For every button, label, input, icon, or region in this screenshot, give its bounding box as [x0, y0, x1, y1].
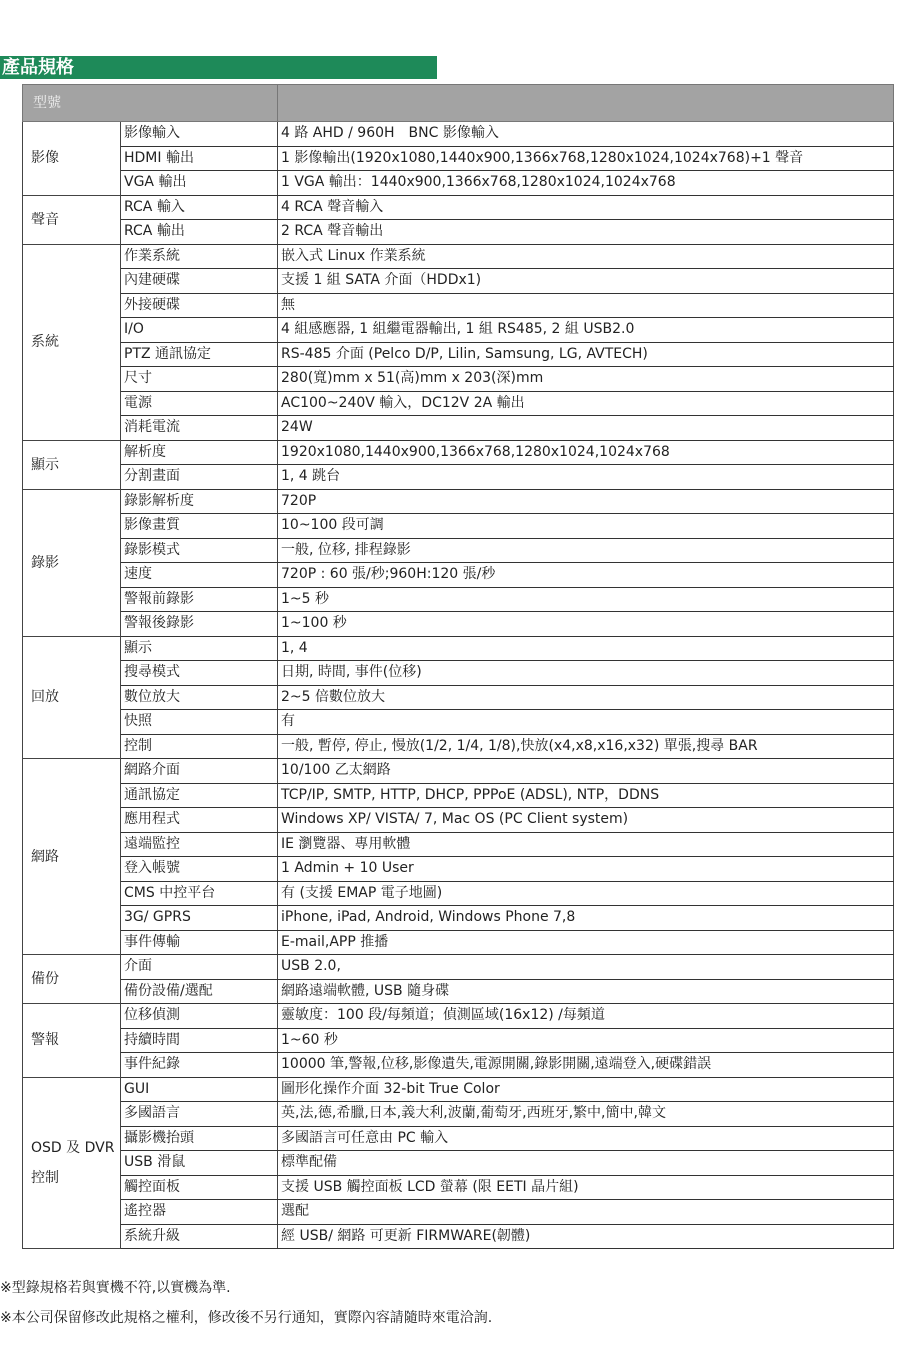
spec-value: 1~60 秒	[278, 1028, 894, 1053]
spec-group-name: 備份	[23, 955, 121, 1004]
spec-value: 多國語言可任意由 PC 輸入	[278, 1126, 894, 1151]
model-value	[278, 85, 894, 122]
spec-row	[23, 612, 894, 637]
spec-value: iPhone, iPad, Android, Windows Phone 7,8	[278, 906, 894, 931]
spec-label: RCA 輸入	[121, 195, 278, 220]
spec-value: 日期, 時間, 事件(位移)	[278, 661, 894, 686]
spec-label: 內建硬碟	[121, 269, 278, 294]
spec-label: CMS 中控平台	[121, 881, 278, 906]
footnotes	[0, 1278, 492, 1338]
spec-value: 標準配備	[278, 1151, 894, 1176]
spec-value: TCP/IP, SMTP, HTTP, DHCP, PPPoE (ADSL), NTP，DDNS	[278, 783, 894, 808]
spec-row	[23, 759, 894, 784]
spec-label: 事件傳輸	[121, 930, 278, 955]
spec-value: 嵌入式 Linux 作業系統	[278, 244, 894, 269]
spec-label: 介面	[121, 955, 278, 980]
spec-row	[23, 587, 894, 612]
spec-row	[23, 538, 894, 563]
spec-label: 備份設備/選配	[121, 979, 278, 1004]
spec-label: 警報後錄影	[121, 612, 278, 637]
spec-value: 720P	[278, 489, 894, 514]
spec-row	[23, 416, 894, 441]
spec-value: 4 RCA 聲音輸入	[278, 195, 894, 220]
spec-value: RS-485 介面 (Pelco D/P, Lilin, Samsung, LG, AVTECH)	[278, 342, 894, 367]
spec-label: GUI	[121, 1077, 278, 1102]
spec-group-name: 回放	[23, 636, 121, 759]
spec-row	[23, 440, 894, 465]
spec-row	[23, 857, 894, 882]
spec-row	[23, 146, 894, 171]
spec-label: 快照	[121, 710, 278, 735]
spec-label: I/O	[121, 318, 278, 343]
spec-label: 搜尋模式	[121, 661, 278, 686]
spec-label: 遠端監控	[121, 832, 278, 857]
spec-row	[23, 808, 894, 833]
spec-value: 一般, 位移, 排程錄影	[278, 538, 894, 563]
spec-label: 系統升級	[121, 1224, 278, 1249]
spec-label: 速度	[121, 563, 278, 588]
spec-value: 1, 4	[278, 636, 894, 661]
spec-row	[23, 1102, 894, 1127]
spec-group-name: 聲音	[23, 195, 121, 244]
spec-value: 圖形化操作介面 32-bit True Color	[278, 1077, 894, 1102]
spec-value: 10000 筆,警報,位移,影像遺失,電源開關,錄影開關,遠端登入,硬碟錯誤	[278, 1053, 894, 1078]
spec-label: 登入帳號	[121, 857, 278, 882]
spec-value: 4 組感應器, 1 組繼電器輸出, 1 組 RS485, 2 組 USB2.0	[278, 318, 894, 343]
spec-row	[23, 979, 894, 1004]
spec-label: 觸控面板	[121, 1175, 278, 1200]
spec-value: 2 RCA 聲音輸出	[278, 220, 894, 245]
spec-value: 1~100 秒	[278, 612, 894, 637]
spec-value: 選配	[278, 1200, 894, 1225]
spec-value: 1 Admin + 10 User	[278, 857, 894, 882]
spec-value: 10/100 乙太網路	[278, 759, 894, 784]
spec-label: 解析度	[121, 440, 278, 465]
spec-row	[23, 710, 894, 735]
spec-label: 3G/ GPRS	[121, 906, 278, 931]
spec-row	[23, 171, 894, 196]
spec-row	[23, 906, 894, 931]
section-title: 產品規格	[0, 56, 437, 79]
spec-row	[23, 318, 894, 343]
spec-row	[23, 563, 894, 588]
spec-value: 1 VGA 輸出：1440x900,1366x768,1280x1024,1024x768	[278, 171, 894, 196]
spec-value: AC100~240V 輸入，DC12V 2A 輸出	[278, 391, 894, 416]
spec-row	[23, 122, 894, 147]
spec-label: HDMI 輸出	[121, 146, 278, 171]
spec-label: 數位放大	[121, 685, 278, 710]
spec-value: Windows XP/ VISTA/ 7, Mac OS (PC Client system)	[278, 808, 894, 833]
spec-label: 位移偵測	[121, 1004, 278, 1029]
spec-group-name: OSD 及 DVR 控制	[23, 1077, 121, 1249]
spec-label: RCA 輸出	[121, 220, 278, 245]
spec-value: 靈敏度：100 段/每頻道；偵測區域(16x12) /每頻道	[278, 1004, 894, 1029]
spec-value: 有	[278, 710, 894, 735]
spec-label: 錄影解析度	[121, 489, 278, 514]
spec-value: 有 (支援 EMAP 電子地圖)	[278, 881, 894, 906]
spec-label: VGA 輸出	[121, 171, 278, 196]
spec-label: 持續時間	[121, 1028, 278, 1053]
spec-row	[23, 514, 894, 539]
spec-row	[23, 783, 894, 808]
spec-row	[23, 930, 894, 955]
footnote-2: ※本公司保留修改此規格之權利，修改後不另行通知，實際內容請隨時來電洽詢.	[0, 1310, 493, 1326]
spec-row	[23, 195, 894, 220]
spec-group-name: 網路	[23, 759, 121, 955]
spec-value: 英,法,德,希臘,日本,義大利,波蘭,葡萄牙,西班牙,繁中,簡中,韓文	[278, 1102, 894, 1127]
spec-value: 2~5 倍數位放大	[278, 685, 894, 710]
spec-label: PTZ 通訊協定	[121, 342, 278, 367]
spec-value: 1 影像輸出(1920x1080,1440x900,1366x768,1280x1024,1024x768)+1 聲音	[278, 146, 894, 171]
spec-table	[22, 84, 894, 1249]
spec-row	[23, 955, 894, 980]
spec-value: USB 2.0,	[278, 955, 894, 980]
spec-row	[23, 465, 894, 490]
spec-value: 1, 4 跳台	[278, 465, 894, 490]
spec-row	[23, 1224, 894, 1249]
spec-label: 影像輸入	[121, 122, 278, 147]
model-label: 型號	[23, 85, 278, 122]
spec-row	[23, 1077, 894, 1102]
spec-row	[23, 1028, 894, 1053]
spec-value: 24W	[278, 416, 894, 441]
spec-label: 控制	[121, 734, 278, 759]
footnote-1: ※型錄規格若與實機不符,以實機為準.	[0, 1280, 231, 1296]
spec-value: 720P : 60 張/秒;960H:120 張/秒	[278, 563, 894, 588]
spec-row	[23, 342, 894, 367]
spec-row	[23, 1053, 894, 1078]
spec-label: 錄影模式	[121, 538, 278, 563]
spec-value: 網路遠端軟體, USB 隨身碟	[278, 979, 894, 1004]
spec-group-name: 影像	[23, 122, 121, 196]
spec-value: 一般, 暫停, 停止, 慢放(1/2, 1/4, 1/8),快放(x4,x8,x16,x32) 單張,搜尋 BAR	[278, 734, 894, 759]
spec-label: 警報前錄影	[121, 587, 278, 612]
spec-group-name: 系統	[23, 244, 121, 440]
spec-row	[23, 636, 894, 661]
spec-label: 應用程式	[121, 808, 278, 833]
spec-label: 作業系統	[121, 244, 278, 269]
spec-value: 支援 1 組 SATA 介面（HDDx1)	[278, 269, 894, 294]
spec-label: 通訊協定	[121, 783, 278, 808]
spec-value: 經 USB/ 網路 可更新 FIRMWARE(韌體)	[278, 1224, 894, 1249]
spec-row	[23, 367, 894, 392]
spec-row	[23, 1200, 894, 1225]
spec-row	[23, 832, 894, 857]
spec-value: 1920x1080,1440x900,1366x768,1280x1024,1024x768	[278, 440, 894, 465]
spec-label: 外接硬碟	[121, 293, 278, 318]
spec-label: 網路介面	[121, 759, 278, 784]
spec-row	[23, 1126, 894, 1151]
spec-row	[23, 220, 894, 245]
spec-value: 10~100 段可調	[278, 514, 894, 539]
spec-group-name: 顯示	[23, 440, 121, 489]
spec-row	[23, 489, 894, 514]
spec-row	[23, 269, 894, 294]
spec-label: 影像畫質	[121, 514, 278, 539]
spec-value: IE 瀏覽器、專用軟體	[278, 832, 894, 857]
spec-group-name: 錄影	[23, 489, 121, 636]
spec-header-row	[23, 85, 894, 122]
spec-label: 多國語言	[121, 1102, 278, 1127]
spec-row	[23, 734, 894, 759]
spec-label: 攝影機抬頭	[121, 1126, 278, 1151]
spec-value: 1~5 秒	[278, 587, 894, 612]
spec-value: 4 路 AHD / 960H BNC 影像輸入	[278, 122, 894, 147]
spec-table-body	[23, 85, 894, 1249]
spec-value: 支援 USB 觸控面板 LCD 螢幕 (限 EETI 晶片組)	[278, 1175, 894, 1200]
spec-label: 遙控器	[121, 1200, 278, 1225]
spec-group-name: 警報	[23, 1004, 121, 1078]
spec-row	[23, 1175, 894, 1200]
spec-label: 事件紀錄	[121, 1053, 278, 1078]
spec-label: 電源	[121, 391, 278, 416]
spec-row	[23, 391, 894, 416]
spec-row	[23, 1004, 894, 1029]
spec-label: USB 滑鼠	[121, 1151, 278, 1176]
spec-row	[23, 881, 894, 906]
spec-value: 280(寬)mm x 51(高)mm x 203(深)mm	[278, 367, 894, 392]
spec-label: 消耗電流	[121, 416, 278, 441]
spec-row	[23, 661, 894, 686]
spec-value: E-mail,APP 推播	[278, 930, 894, 955]
spec-label: 尺寸	[121, 367, 278, 392]
spec-row	[23, 293, 894, 318]
spec-label: 顯示	[121, 636, 278, 661]
spec-label: 分割畫面	[121, 465, 278, 490]
spec-row	[23, 685, 894, 710]
spec-row	[23, 1151, 894, 1176]
spec-row	[23, 244, 894, 269]
spec-value: 無	[278, 293, 894, 318]
